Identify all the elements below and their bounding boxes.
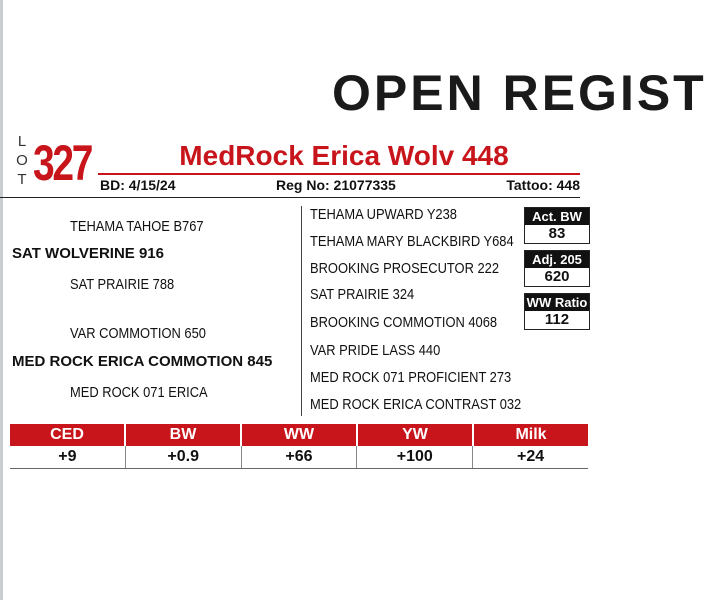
- third-gen-item: BROOKING PROSECUTOR 222: [310, 260, 500, 277]
- epd-value-yw: +100: [357, 446, 473, 468]
- birth-date: BD: 4/15/24: [100, 177, 176, 193]
- adjusted-205-box: [524, 250, 590, 287]
- lot-letter: O: [16, 152, 28, 169]
- pedigree-divider: [301, 206, 302, 416]
- tattoo: Tattoo: 448: [506, 177, 580, 193]
- third-gen-item: VAR PRIDE LASS 440: [310, 342, 441, 359]
- lot-letter: T: [17, 171, 27, 188]
- epd-header-row: [10, 424, 588, 446]
- epd-value-ww: +66: [242, 446, 358, 468]
- box-label: WW Ratio: [526, 295, 588, 310]
- third-gen-item: BROOKING COMMOTION 4068: [310, 314, 498, 331]
- box-value: 83: [525, 225, 589, 243]
- epd-value-bw: +0.9: [126, 446, 242, 468]
- epd-header-ww: WW: [242, 424, 358, 446]
- box-label: Adj. 205: [525, 251, 589, 268]
- epd-header-ced: CED: [10, 424, 126, 446]
- actual-birth-weight-box: [524, 207, 590, 244]
- third-gen-item: SAT PRAIRIE 324: [310, 286, 415, 303]
- registration-number: Reg No: 21077335: [276, 177, 396, 193]
- third-gen-item: MED ROCK 071 PROFICIENT 273: [310, 369, 512, 386]
- epd-value-row: [10, 446, 588, 469]
- epd-value-milk: +24: [517, 448, 545, 465]
- left-edge-bar: [0, 0, 3, 600]
- animal-name: MedRock Erica Wolv 448: [179, 140, 509, 171]
- info-rule: [0, 197, 580, 198]
- epd-table: [10, 424, 588, 469]
- dam-dam: MED ROCK 071 ERICA: [70, 384, 208, 401]
- epd-header-milk: Milk: [474, 424, 588, 446]
- dam: MED ROCK ERICA COMMOTION 845: [12, 353, 273, 370]
- epd-value-ced: +9: [10, 446, 126, 468]
- third-gen-item: TEHAMA UPWARD Y238: [310, 206, 457, 223]
- sire: SAT WOLVERINE 916: [12, 245, 164, 262]
- lot-letter: L: [17, 133, 27, 150]
- dam-sire: VAR COMMOTION 650: [70, 325, 206, 342]
- box-value: 620: [525, 268, 589, 286]
- lot-number: 327: [33, 135, 92, 191]
- weaning-weight-ratio-box: [524, 293, 590, 330]
- sire-sire: TEHAMA TAHOE B767: [70, 218, 204, 235]
- sire-dam: SAT PRAIRIE 788: [70, 276, 175, 293]
- box-value: 112: [525, 311, 589, 329]
- epd-header-yw: YW: [358, 424, 474, 446]
- title-rule: [98, 173, 580, 175]
- info-row: [100, 177, 580, 195]
- epd-header-bw: BW: [126, 424, 242, 446]
- third-gen-item: MED ROCK ERICA CONTRAST 032: [310, 396, 522, 413]
- third-gen-item: TEHAMA MARY BLACKBIRD Y684: [310, 233, 514, 250]
- box-label: Act. BW: [525, 208, 589, 225]
- background-heading: OPEN REGIST: [332, 65, 707, 121]
